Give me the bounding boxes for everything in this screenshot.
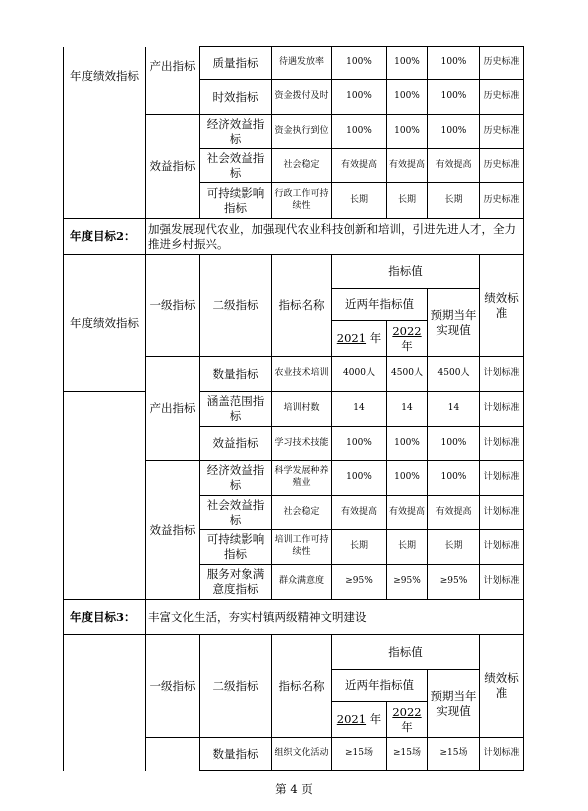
secondary-cell: 涵盖范围指标: [200, 392, 272, 427]
value-2022-cell: 有效提高: [387, 496, 428, 530]
value-2022-cell: ≥95%: [387, 565, 428, 600]
expected-cell: 100%: [428, 427, 480, 461]
header-standard: 绩效标准: [480, 635, 524, 738]
header-value: 指标值: [332, 635, 480, 670]
header-year-2022: 2022 年: [387, 321, 428, 357]
header-primary: 一级指标: [146, 255, 200, 357]
value-2021-cell: 长期: [332, 183, 387, 219]
value-2021-cell: 4000人: [332, 357, 387, 392]
value-2022-cell: 100%: [387, 115, 428, 149]
secondary-cell: 社会效益指标: [200, 496, 272, 530]
standard-cell: 历史标准: [480, 80, 524, 115]
secondary-cell: 经济效益指标: [200, 461, 272, 496]
performance-table: [63, 46, 524, 771]
name-cell: 组织文化活动: [272, 738, 332, 771]
value-2022-cell: 有效提高: [387, 149, 428, 183]
secondary-cell: 社会效益指标: [200, 149, 272, 183]
value-2022-cell: 4500人: [387, 357, 428, 392]
name-cell: 资金拨付及时: [272, 80, 332, 115]
expected-cell: 100%: [428, 80, 480, 115]
value-2021-cell: 长期: [332, 530, 387, 565]
header-expected: 预期当年实现值: [428, 670, 480, 738]
value-2022-cell: 100%: [387, 427, 428, 461]
expected-cell: ≥15场: [428, 738, 480, 771]
value-2021-cell: 100%: [332, 47, 387, 80]
page-number: 第 4 页: [275, 782, 313, 796]
expected-cell: 100%: [428, 461, 480, 496]
value-2022-cell: 100%: [387, 80, 428, 115]
benefit-indicator-cell: 效益指标: [146, 461, 200, 600]
standard-cell: 计划标准: [480, 496, 524, 530]
value-2021-cell: 100%: [332, 80, 387, 115]
header-year-2021: 2021 年: [332, 321, 387, 357]
name-cell: 学习技术技能: [272, 427, 332, 461]
name-cell: 资金执行到位: [272, 115, 332, 149]
category-cell: 年度绩效指标: [64, 255, 146, 392]
header-name: 指标名称: [272, 635, 332, 738]
benefit-indicator-cell: 效益指标: [146, 115, 200, 219]
expected-cell: 长期: [428, 183, 480, 219]
value-2021-cell: 14: [332, 392, 387, 427]
value-2021-cell: 有效提高: [332, 496, 387, 530]
goal-text: 加强发展现代农业，加强现代农业科技创新和培训，引进先进人才，全力推进乡村振兴。: [146, 219, 524, 255]
expected-cell: 有效提高: [428, 496, 480, 530]
standard-cell: 历史标准: [480, 115, 524, 149]
value-2022-cell: 100%: [387, 461, 428, 496]
header-expected: 预期当年实现值: [428, 289, 480, 357]
standard-cell: 计划标准: [480, 461, 524, 496]
standard-cell: 计划标准: [480, 427, 524, 461]
goal-text: 丰富文化生活，夯实村镇两级精神文明建设: [146, 600, 524, 635]
goal-label: 年度目标2：: [64, 219, 146, 255]
name-cell: 农业技术培训: [272, 357, 332, 392]
secondary-cell: 数量指标: [200, 738, 272, 771]
header-standard: 绩效标准: [480, 255, 524, 357]
header-primary: 一级指标: [146, 635, 200, 738]
standard-cell: 计划标准: [480, 392, 524, 427]
standard-cell: 计划标准: [480, 738, 524, 771]
secondary-cell: 经济效益指标: [200, 115, 272, 149]
value-2022-cell: ≥15场: [387, 738, 428, 771]
name-cell: 社会稳定: [272, 149, 332, 183]
name-cell: 社会稳定: [272, 496, 332, 530]
expected-cell: 长期: [428, 530, 480, 565]
standard-cell: 计划标准: [480, 565, 524, 600]
category-continuation: [64, 392, 146, 600]
goal-label: 年度目标3：: [64, 600, 146, 635]
category-cell-empty: [64, 635, 146, 771]
secondary-cell: 时效指标: [200, 80, 272, 115]
secondary-cell: 可持续影响指标: [200, 183, 272, 219]
header-secondary: 二级指标: [200, 635, 272, 738]
header-value: 指标值: [332, 255, 480, 289]
value-2021-cell: 100%: [332, 115, 387, 149]
value-2021-cell: 100%: [332, 461, 387, 496]
header-year-2022: 2022 年: [387, 702, 428, 738]
expected-cell: 14: [428, 392, 480, 427]
primary-cell-empty: [146, 738, 200, 771]
name-cell: 群众满意度: [272, 565, 332, 600]
standard-cell: 历史标准: [480, 47, 524, 80]
header-year-2021: 2021 年: [332, 702, 387, 738]
output-indicator-cell: 产出指标: [146, 47, 200, 115]
name-cell: 待遇发放率: [272, 47, 332, 80]
value-2021-cell: ≥95%: [332, 565, 387, 600]
value-2022-cell: 14: [387, 392, 428, 427]
value-2022-cell: 长期: [387, 183, 428, 219]
header-recent: 近两年指标值: [332, 670, 428, 702]
expected-cell: ≥95%: [428, 565, 480, 600]
secondary-cell: 数量指标: [200, 357, 272, 392]
name-cell: 培训村数: [272, 392, 332, 427]
header-recent: 近两年指标值: [332, 289, 428, 321]
value-2022-cell: 长期: [387, 530, 428, 565]
standard-cell: 历史标准: [480, 149, 524, 183]
expected-cell: 4500人: [428, 357, 480, 392]
standard-cell: 计划标准: [480, 357, 524, 392]
name-cell: 培训工作可持续性: [272, 530, 332, 565]
header-secondary: 二级指标: [200, 255, 272, 357]
secondary-cell: 可持续影响指标: [200, 530, 272, 565]
output-indicator-cell: 产出指标: [146, 357, 200, 461]
expected-cell: 有效提高: [428, 149, 480, 183]
expected-cell: 100%: [428, 115, 480, 149]
value-2021-cell: 100%: [332, 427, 387, 461]
secondary-cell: 质量指标: [200, 47, 272, 80]
expected-cell: 100%: [428, 47, 480, 80]
value-2022-cell: 100%: [387, 47, 428, 80]
value-2021-cell: 有效提高: [332, 149, 387, 183]
category-cell: 年度绩效指标: [64, 47, 146, 219]
standard-cell: 历史标准: [480, 183, 524, 219]
value-2021-cell: ≥15场: [332, 738, 387, 771]
secondary-cell: 服务对象满意度指标: [200, 565, 272, 600]
standard-cell: 计划标准: [480, 530, 524, 565]
secondary-cell: 效益指标: [200, 427, 272, 461]
header-name: 指标名称: [272, 255, 332, 357]
name-cell: 科学发展种养殖业: [272, 461, 332, 496]
name-cell: 行政工作可持续性: [272, 183, 332, 219]
